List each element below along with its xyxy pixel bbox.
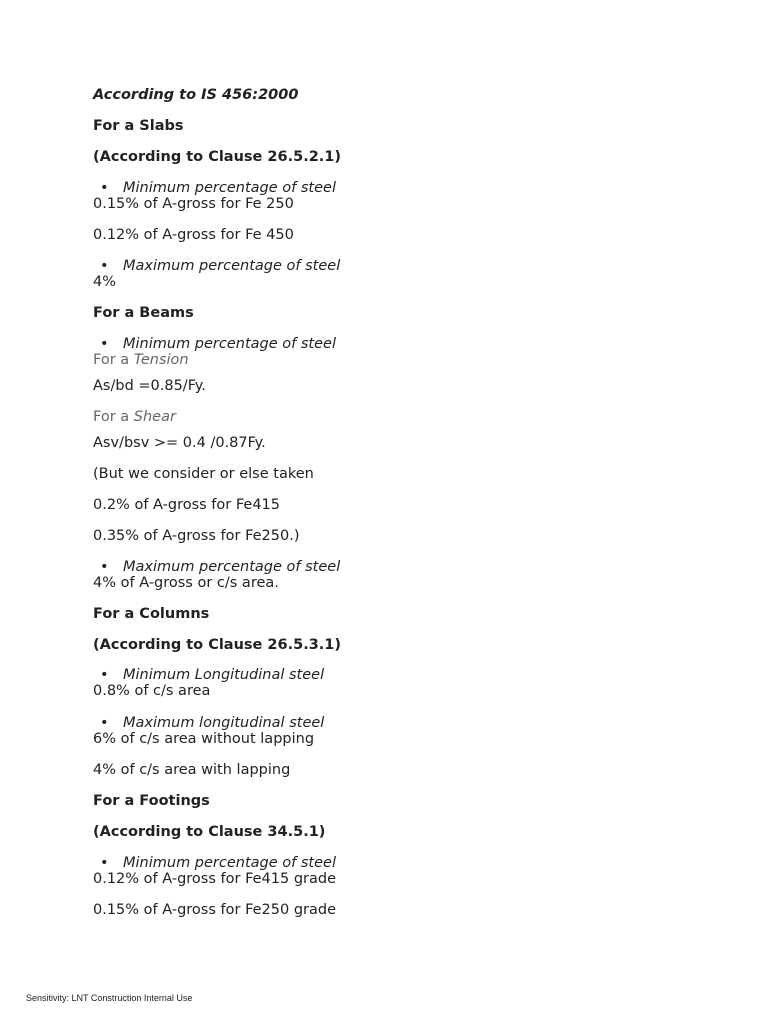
bullet-icon: • bbox=[100, 336, 109, 352]
bullet-icon: • bbox=[100, 667, 109, 683]
beams-title: For a Beams bbox=[93, 305, 194, 321]
slabs-max-line1: 4% bbox=[93, 274, 117, 290]
slabs-min-line2: 0.12% of A-gross for Fe 450 bbox=[93, 227, 294, 243]
beams-note1: (But we consider or else taken bbox=[93, 466, 314, 482]
beams-shear-word: Shear bbox=[133, 409, 176, 425]
beams-max-line1: 4% of A-gross or c/s area. bbox=[93, 575, 279, 591]
columns-max-line2: 4% of c/s area with lapping bbox=[93, 762, 291, 778]
beams-tension-word: Tension bbox=[133, 352, 189, 368]
columns-min-line1: 0.8% of c/s area bbox=[93, 683, 211, 699]
columns-clause: (According to Clause 26.5.3.1) bbox=[93, 637, 342, 653]
beams-shear-heading bbox=[93, 408, 176, 426]
bullet-icon: • bbox=[100, 559, 109, 575]
bullet-icon: • bbox=[100, 180, 109, 196]
footings-clause: (According to Clause 34.5.1) bbox=[93, 824, 326, 840]
beams-shear-formula: Asv/bsv >= 0.4 /0.87Fy. bbox=[93, 435, 266, 451]
slabs-clause: (According to Clause 26.5.2.1) bbox=[93, 149, 342, 165]
bullet-icon: • bbox=[100, 258, 109, 274]
beams-note2: 0.2% of A-gross for Fe415 bbox=[93, 497, 280, 513]
beams-note3: 0.35% of A-gross for Fe250.) bbox=[93, 528, 300, 544]
beams-min-label: Minimum percentage of steel bbox=[123, 336, 336, 352]
document-heading: According to IS 456:2000 bbox=[93, 87, 299, 103]
footings-title: For a Footings bbox=[93, 793, 210, 809]
bullet-icon: • bbox=[100, 855, 109, 871]
beams-shear-prefix: For a bbox=[93, 409, 134, 425]
slabs-min-line1: 0.15% of A-gross for Fe 250 bbox=[93, 196, 294, 212]
columns-title: For a Columns bbox=[93, 606, 210, 622]
beams-tension-formula: As/bd =0.85/Fy. bbox=[93, 378, 206, 394]
slabs-max-label: Maximum percentage of steel bbox=[123, 258, 341, 274]
footings-min-label: Minimum percentage of steel bbox=[123, 855, 336, 871]
slabs-min-label: Minimum percentage of steel bbox=[123, 180, 336, 196]
footings-min-line1: 0.12% of A-gross for Fe415 grade bbox=[93, 871, 337, 887]
sensitivity-footer: Sensitivity: LNT Construction Internal Use bbox=[26, 993, 193, 1003]
slabs-max-bullet bbox=[93, 257, 340, 275]
footings-min-line2: 0.15% of A-gross for Fe250 grade bbox=[93, 902, 337, 918]
columns-max-label: Maximum longitudinal steel bbox=[123, 715, 325, 731]
columns-min-label: Minimum Longitudinal steel bbox=[123, 667, 325, 683]
beams-tension-heading bbox=[93, 351, 189, 369]
beams-tension-prefix: For a bbox=[93, 352, 134, 368]
columns-max-line1: 6% of c/s area without lapping bbox=[93, 731, 315, 747]
beams-max-label: Maximum percentage of steel bbox=[123, 559, 341, 575]
bullet-icon: • bbox=[100, 715, 109, 731]
slabs-title: For a Slabs bbox=[93, 118, 184, 134]
